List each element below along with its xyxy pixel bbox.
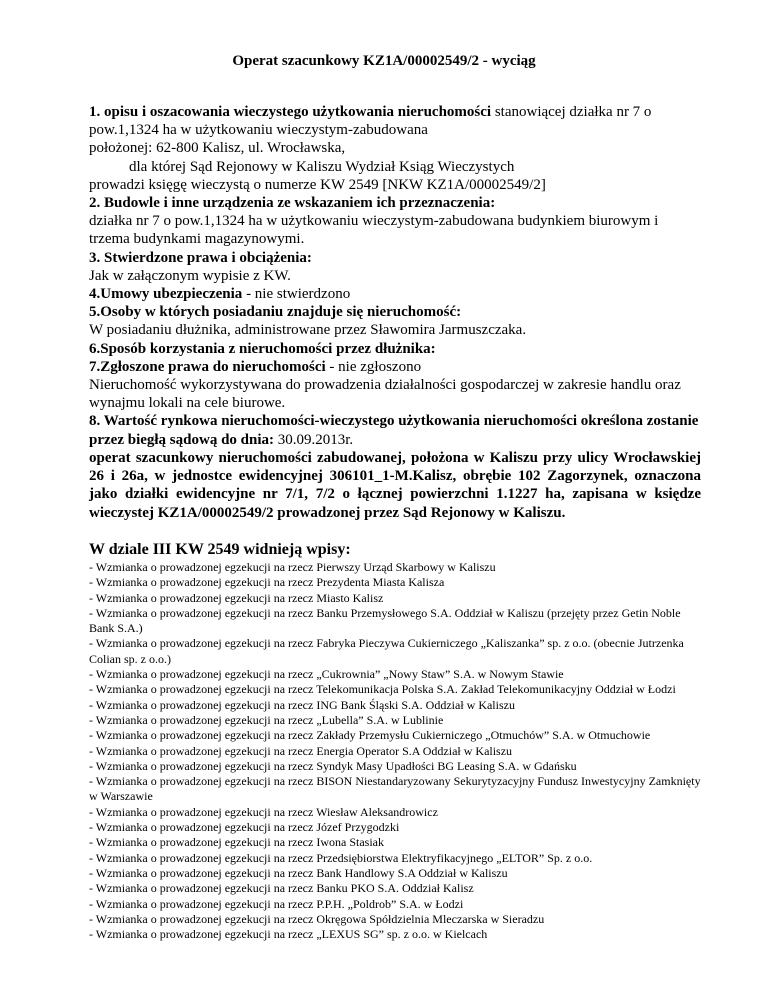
list-item: - Wzmianka o prowadzonej egzekucji na rzecz Energia Operator S.A Oddział w Kaliszu [89,743,513,758]
list-item: - Wzmianka o prowadzonej egzekucji na rzecz BISON Niestandaryzowany Sekurytyzacyjny Fundusz Inwestycyjny Zamknięty w Warszawie [89,774,701,804]
list-item: - Wzmianka o prowadzonej egzekucji na rzecz Banku Przemysłowego S.A. Oddział w Kaliszu (przejęty przez Getin Noble Bank S.A.) [89,605,681,636]
section-1-line-1 [89,103,709,121]
section-2-heading: 2. Budowle i inne urządzenia ze wskazaniem ich przeznaczenia: [89,195,496,212]
list-item: - Wzmianka o prowadzonej egzekucji na rzecz Fabryka Pieczywa Cukierniczego „Kaliszanka” sp. z o.o. (obecnie Jutrzenka Colian sp. z o.o.) [89,636,684,666]
section-4-heading: 4.Umowy ubezpieczenia [89,286,243,303]
list-item: - Wzmianka o prowadzonej egzekucji na rzecz Józef Przygodzki [89,820,400,835]
section-7-line-1: Nieruchomość wykorzystywana do prowadzenia działalności gospodarczej w zakresie handlu oraz [89,377,681,394]
section-7-line [89,358,709,376]
section-8-line-2 [89,431,709,449]
list-item: - Wzmianka o prowadzonej egzekucji na rzecz Wiesław Aleksandrowicz [89,804,438,819]
section-8-heading-line-2: przez biegłą sądową do dnia: [89,431,275,448]
section-1-line-1-rest: stanowiącej działka nr 7 o [491,104,652,120]
list-item: - Wzmianka o prowadzonej egzekucji na rzecz „Lubella” S.A. w Lublinie [89,712,444,727]
section-1-line-5: prowadzi księgę wieczystą o numerze KW 2549 [NKW KZ1A/00002549/2] [89,176,546,193]
section-4-rest: - nie stwierdzono [242,286,351,303]
section-8-date: 30.09.2013r. [274,431,354,448]
section-1-line-3: położonej: 62-800 Kalisz, ul. Wrocławska, [89,140,346,157]
summary-paragraph: operat szacunkowy nieruchomości zabudowanej, położona w Kaliszu przy ulicy Wrocławskiej 26 i 26a, w jednostce ewidencyjnej 306101_1-M.Kalisz, obrębie 102 Zagorzynek, oznaczona jako działki ewidencyjne nr 7/1, 7/2 o łącznej powierzchni 1.1227 ha, zapisana w księdze wieczystej KZ1A/00002549/2 prowadzonej przez Sąd Rejonowy w Kaliszu. [89,450,701,521]
section-6-heading: 6.Sposób korzystania z nieruchomości przez dłużnika: [89,340,436,357]
section-1-line-2: pow.1,1324 ha w użytkowaniu wieczystym-zabudowana [89,122,428,139]
section-1-line-4: dla której Sąd Rejonowy w Kaliszu Wydział Ksiąg Wieczystych [129,158,515,175]
entries-list [89,560,701,942]
sections-block [89,103,709,449]
list-item: - Wzmianka o prowadzonej egzekucji na rzecz Banku PKO S.A. Oddział Kalisz [89,881,474,896]
list-item: - Wzmianka o prowadzonej egzekucji na rzecz Prezydenta Miasta Kalisza [89,575,445,590]
section-7-line-2: wynajmu lokali na cele biurowe. [89,395,286,412]
list-item: - Wzmianka o prowadzonej egzekucji na rzecz ING Bank Śląski S.A. Oddział w Kaliszu [89,697,515,712]
section-8-heading-line-1: 8. Wartość rynkowa nieruchomości-wieczystego użytkowania nieruchomości określona zostanie [89,413,699,430]
section-5-heading: 5.Osoby w których posiadaniu znajduje się nieruchomość: [89,304,462,321]
section-5-line-1: W posiadaniu dłużnika, administrowane przez Sławomira Jarmuszczaka. [89,322,527,339]
list-item: - Wzmianka o prowadzonej egzekucji na rzecz „LEXUS SG” sp. z o.o. w Kielcach [89,927,488,942]
document-title: Operat szacunkowy KZ1A/00002549/2 - wyciąg [232,53,536,69]
list-item: - Wzmianka o prowadzonej egzekucji na rzecz Pierwszy Urząd Skarbowy w Kaliszu [89,560,496,574]
list-item: - Wzmianka o prowadzonej egzekucji na rzecz „Cukrownia” „Nowy Staw” S.A. w Nowym Stawie [89,667,564,682]
list-item: - Wzmianka o prowadzonej egzekucji na rzecz Telekomunikacja Polska S.A. Zakład Telekomunikacyjny Oddział w Łodzi [89,682,676,697]
list-item: - Wzmianka o prowadzonej egzekucji na rzecz Miasto Kalisz [89,590,384,605]
list-item: - Wzmianka o prowadzonej egzekucji na rzecz Zakłady Przemysłu Cukierniczego „Otmuchów” S.A. w Otmuchowie [89,728,651,743]
section-3-line-1: Jak w załączonym wypisie z KW. [89,267,291,284]
list-item: - Wzmianka o prowadzonej egzekucji na rzecz Syndyk Masy Upadłości BG Leasing S.A. w Gdańsku [89,758,577,773]
section-1-heading: 1. opisu i oszacowania wieczystego użytkowania nieruchomości [89,104,492,120]
list-item: - Wzmianka o prowadzonej egzekucji na rzecz Okręgowa Spółdzielnia Mleczarska w Sieradzu [89,911,545,926]
list-item: - Wzmianka o prowadzonej egzekucji na rzecz P.P.H. „Poldrob” S.A. w Łodzi [89,896,464,911]
entries-heading: W dziale III KW 2549 widnieją wpisy: [89,541,351,558]
section-3-heading: 3. Stwierdzone prawa i obciążenia: [89,249,312,266]
section-7-heading: 7.Zgłoszone prawa do nieruchomości [89,358,326,375]
list-item: - Wzmianka o prowadzonej egzekucji na rzecz Przedsiębiorstwa Elektryfikacyjnego „ELTOR” Sp. z o.o. [89,850,593,865]
section-2-line-1: działka nr 7 o pow.1,1324 ha w użytkowaniu wieczystym-zabudowana budynkiem biurowym i [89,213,659,230]
section-2-line-2: trzema budynkami magazynowymi. [89,231,305,248]
section-7-rest: - nie zgłoszono [325,358,422,375]
list-item: - Wzmianka o prowadzonej egzekucji na rzecz Bank Handlowy S.A Oddział w Kaliszu [89,865,508,880]
list-item: - Wzmianka o prowadzonej egzekucji na rzecz Iwona Stasiak [89,835,384,850]
section-4-line [89,285,709,303]
